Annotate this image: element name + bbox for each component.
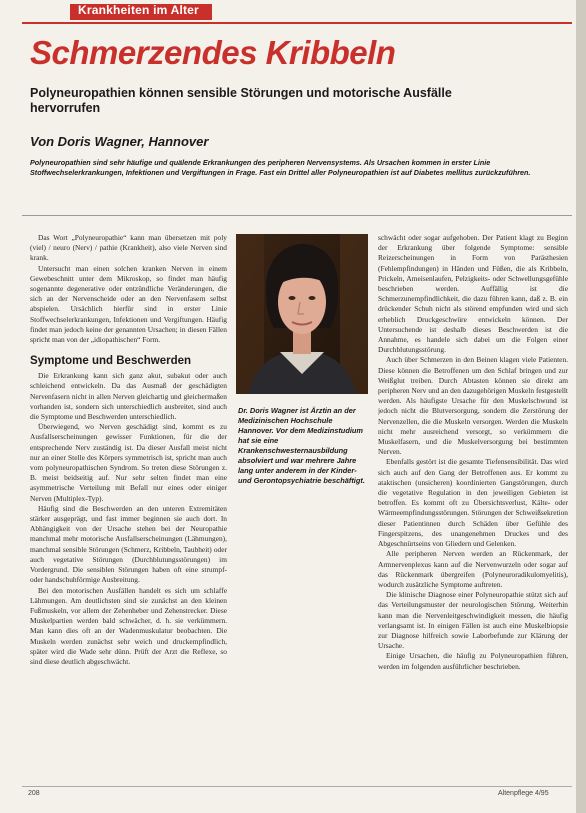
text-column-right bbox=[378, 233, 568, 788]
article-author: Von Doris Wagner, Hannover bbox=[30, 134, 209, 149]
section-label: Krankheiten im Alter bbox=[78, 3, 199, 17]
page-number: 208 bbox=[28, 790, 40, 797]
paragraph: Überwiegend, wo Nerven geschädigt sind, kommt es zu Ausfallserscheinungen gewisser Funktionen, für die der entsprechende Nerv zuständig ist. Da dieser Ausfall meist nicht nur an einer Stelle des Körpers symmetrisch ist, spricht man auch vom polyneuropathischen Syndrom. So treten diese Störungen z. B. meist beidseitig auf. Nur sehr selten findet man eine asymmetrische Verteilung mit Befall nur eines oder einiger Nerven (Multiplex-Typ). bbox=[30, 422, 227, 503]
paragraph: Einige Ursachen, die häufig zu Polyneuropathien führen, werden im folgenden ausführlicher beschrieben. bbox=[378, 651, 568, 671]
article-subtitle: Polyneuropathien können sensible Störungen und motorische Ausfälle hervorrufen bbox=[30, 86, 452, 115]
paragraph: Ebenfalls gestört ist die gesamte Tiefensensibilität. Das wird sich auch auf den Gang der Betroffenen aus. Er kommt zu ataktischen (unsicheren) koordinierten Gangstörungen, durch die vegetative Regulation in den jeweiligen Gebieten ist betroffen. Es kommt oft zu Übersichtsverlust, Kälte- oder Wärmeempfindungsstörungen. Störungen der Schweißsekretion dieser Patientinnen durch Schäden über Gefühle des Fingerspitzens, des unangenehmen Druckes und des Abgeschnürtseins von Gliedern und Gelenken. bbox=[378, 457, 568, 549]
paragraph: Die klinische Diagnose einer Polyneuropathie stützt sich auf das Verteilungsmuster der neurologischen Störung. Weiterhin kann man die Nervenleitgeschwindigkeit messen, die häufig verlangsamt ist. In einigen Fällen ist auch eine Muskelbiopsie zur Diagnose hilfreich sowie Laborbefunde zur Klärung der Ursache. bbox=[378, 590, 568, 651]
paragraph: Das Wort „Polyneuropathie“ kann man übersetzen mit poly (viel) / neuro (Nerv) / pathie (Krankheit), also viele Nerven sind krank. bbox=[30, 233, 227, 263]
header-rule bbox=[22, 22, 572, 24]
paragraph: Bei den motorischen Ausfällen handelt es sich um schlaffe Lähmungen. Am deutlichsten sind sie zunächst an den kleinen Fußmuskeln, vor allem der Zehenheber und Zehenstrecker. Diese Muskelpartien werden bald schwächer, d. h. sie verkümmern. Man kann dies oft an der Wadenmuskulatur beobachten. Die Muskeln werden zunächst sehr weich und druckempfindlich, später wird die Wade sehr dünn. Prüft der Arzt die Reflexe, so sind diese deutlich abgeschwächt. bbox=[30, 585, 227, 666]
portrait-caption: Dr. Doris Wagner ist Ärztin an der Medizinischen Hochschule Hannover. Vor dem Medizinstudium hat sie eine Krankenschwesternausbildung absolviert und war mehrere Jahre lang unter anderem in der Kinder- und Gerontopsychiatrie beschäftigt. bbox=[238, 406, 365, 485]
author-portrait bbox=[236, 234, 368, 394]
journal-issue: Altenpflege 4/95 bbox=[498, 790, 549, 797]
footer-rule bbox=[22, 786, 572, 787]
lead-divider bbox=[22, 215, 572, 216]
page-spine-shadow bbox=[576, 0, 586, 813]
paragraph: Auch über Schmerzen in den Beinen klagen viele Patienten. Diese können die Betroffenen um den Schlaf bringen und zur Weißglut treiben. Durch Abtasten können sie direkt am peripheren Nerv und an den dazugehörigen Muskeln festgestellt werden. Als häufigste Ursache für den Muskelschwund ist jedoch nicht die Blutversorgung, sondern die Zerstörung der Nervenzellen, die die Muskeln versorgen. Werden die Muskeln nicht mehr ausreichend versorgt, so verkümmern die Muskelfasern, und die Muskelversorgung bei bestimmten Nerven. bbox=[378, 355, 568, 457]
paragraph: schwächt oder sogar aufgehoben. Der Patient klagt zu Beginn der Erkrankung über folgende Symptome: sensible Reizerscheinungen in Form von Parästhesien (Fehlempfindungen) in Händen und Füßen, die als Kribbeln, Prickeln, Ameisenlaufen, Pelzigkeits- oder Schwellungsgefühle beschrieben werden. Auffällig ist die Schmerzunempfindlichkeit, die dazu führen kann, daß z. B. ein drückender Schuh nicht als störend empfunden wird und sich erheblich Druckgeschwüre entwickeln können. Der Untersuchende ist deshalb dieses Beschwerden ist die Annahme, es handele sich dabei um die Folgen einer Durchblutungsstörung. bbox=[378, 233, 568, 355]
paragraph: Die Erkrankung kann sich ganz akut, subakut oder auch schleichend entwickeln. Da das Ausmaß der geschädigten Nervenfasern nicht in allen Nerven gleichartig und gleichermaßen vorhanden ist, sondern sich unterschiedlich ausbreitet, sind auch die Symptome und Beschwerden unterschiedlich. bbox=[30, 371, 227, 422]
article-lead: Polyneuropathien sind sehr häufige und quälende Erkrankungen des peripheren Nervensystems. Als Ursachen kommen in erster Linie Stoffwechselerkrankungen, Infektionen und Vergiftungen in Frage. Fast ein Drittel aller Polyneuropathien ist auf Diabetes mellitus zurückzuführen. bbox=[30, 158, 531, 178]
article-title: Schmerzendes Kribbeln bbox=[30, 34, 396, 71]
paragraph: Untersucht man einen solchen kranken Nerven in einem Gewebeschnitt unter dem Mikroskop, so findet man häufig sogenannte degenerative oder entzündliche Veränderungen, die sich an der Nervenscheide oder an den Nervenfasern selbst abspielen. Ursächlich hierfür sind in erster Linie Stoffwechselerkrankungen, Infektionen und Vergiftungen. Häufig findet man jedoch keine der genannten Ursachen; in diesen Fällen spricht man von der „idiopathischen“ Form. bbox=[30, 263, 227, 345]
section-heading: Symptome und Beschwerden bbox=[30, 355, 192, 368]
paragraph: Alle peripheren Nerven werden an Rückenmark, der Armnervenplexus kann auf die Nervenwurzeln oder sogar auf das Rückenmark übergreifen (Polyneuroradikulomyelitis), wodurch zusätzliche Symptome auftreten. bbox=[378, 549, 568, 589]
paragraph: Häufig sind die Beschwerden an den unteren Extremitäten stärker ausgeprägt, und fast immer beginnen sie auch dort. In Abhängigkeit von der Ursache stehen bei der Neuropathie manchmal mehr motorische Ausfallserscheinungen (Lähmungen), manchmal sensible Störungen (Schmerz, Kribbeln, Taubheit) oder auch vegetative Störungen (Durchblutungsstörungen) im Vordergrund. Die sensiblen Störungen haben oft eine strumpf- oder handschuhförmige Ausbreitung. bbox=[30, 503, 227, 585]
portrait-image bbox=[236, 234, 368, 394]
text-column-left bbox=[30, 233, 227, 788]
